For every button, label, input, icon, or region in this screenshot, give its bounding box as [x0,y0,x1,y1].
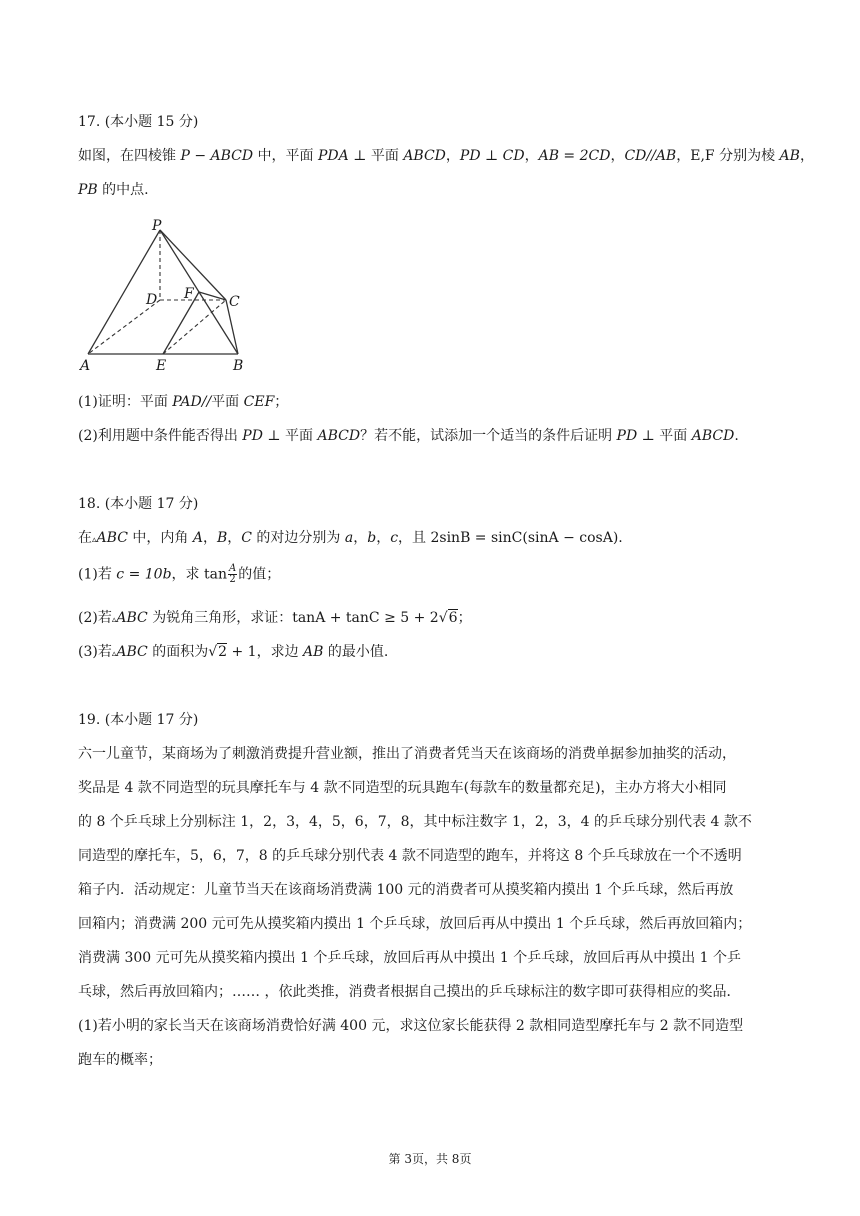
q19-line: 奖品是 4 款不同造型的玩具摩托车与 4 款不同造型的玩具跑车(每款车的数量都充足)，主办方将大小相同 [78,780,727,796]
q19-line: 六一儿童节，某商场为了刺激消费提升营业额，推出了消费者凭当天在该商场的消费单据参加抽奖的活动， [78,746,736,762]
label-A: A [80,358,91,374]
q19-line: 回箱内；消费满 200 元可先从摸奖箱内摸出 1 个乒乓球，放回后再从中摸出 1 个乒乓球，然后再放回箱内； [78,916,752,932]
q19-line: 箱子内．活动规定：儿童节当天在该商场消费满 100 元的消费者可从摸奖箱内摸出 1 个乒乓球，然后再放 [78,882,734,898]
label-E: E [156,358,167,374]
q19-line: 同造型的摩托车，5，6，7，8 的乒乓球分别代表 4 款不同造型的跑车，并将这 8 个乒乓球放在一个不透明 [78,848,742,864]
q19-line: 跑车的概率； [78,1052,162,1068]
edge-EC [163,300,226,354]
fraction-A-over-2: $\frac{A}{2}$ [228,563,237,585]
q19-line: 乓球，然后再放回箱内；…… ，依此类推，消费者根据自己摸出的乒乓球标注的数字即可获得相应的奖品． [78,984,741,1000]
label-C: C [229,294,240,310]
q17-stem-line1: 如图，在四棱锥 P − ABCD 中，平面 PDA ⊥ 平面 ABCD，PD ⊥ CD，AB = 2CD，CD//AB，E,F 分别为棱 AB， [78,148,814,164]
q18-part2: (2)若▵ABC 为锐角三角形，求证：tanA + tanC ≥ 5 + 2√6； [78,610,472,626]
label-B: B [233,358,244,374]
label-D: D [146,292,158,308]
q17-part2: (2)利用题中条件能否得出 PD ⊥ 平面 ABCD？若不能，试添加一个适当的条件后证明 PD ⊥ 平面 ABCD. [78,428,739,444]
q18-title: 18. (本小题 17 分) [78,496,199,512]
q17-part1: (1)证明：平面 PAD//平面 CEF； [78,394,289,410]
q18-part1: (1)若 c = 10b，求 tan $\frac{A}{2}$ 的值； [78,563,281,585]
q17-stem-line2: PB 的中点. [78,182,149,198]
q18-stem: 在▵ABC 中，内角 A，B，C 的对边分别为 a，b，c，且 2sinB = sinC(sinA − cosA). [78,530,623,546]
label-F: F [184,286,194,302]
label-P: P [152,218,162,234]
pyramid-figure [78,218,258,378]
q17-title: 17. (本小题 15 分) [78,114,199,130]
q19-title: 19. (本小题 17 分) [78,712,199,728]
edge-DA [88,300,160,354]
page-footer: 第 3页，共 8页 [388,1152,472,1166]
q19-line: 的 8 个乒乓球上分别标注 1，2，3，4，5，6，7，8，其中标注数字 1，2，3，4 的乒乓球分别代表 4 款不 [78,814,752,830]
q19-line: (1)若小明的家长当天在该商场消费恰好满 400 元，求这位家长能获得 2 款相同造型摩托车与 2 款不同造型 [78,1018,744,1034]
q18-part3: (3)若▵ABC 的面积为√2 + 1，求边 AB 的最小值. [78,644,389,660]
q19-line: 消费满 300 元可先从摸奖箱内摸出 1 个乒乓球，放回后再从中摸出 1 个乒乓球，放回后再从中摸出 1 个乒 [78,950,742,966]
